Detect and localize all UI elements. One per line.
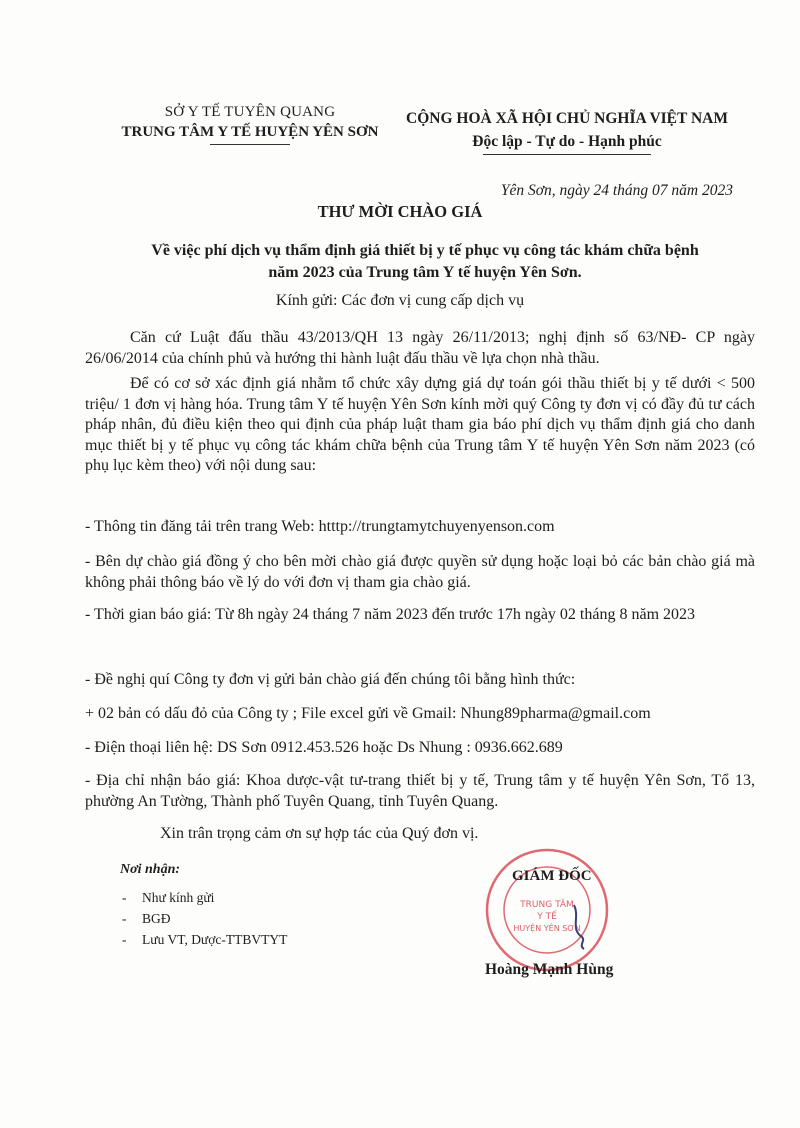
- list-item: - BGĐ: [122, 911, 171, 926]
- subject-line-2: năm 2023 của Trung tâm Y tế huyện Yên Sơn.: [268, 264, 582, 281]
- list-item: - Như kính gửi: [122, 890, 215, 905]
- issuing-authority: [95, 104, 405, 145]
- header-left-rule: [210, 144, 290, 145]
- svg-text:TRUNG TÂM: TRUNG TÂM: [520, 900, 574, 910]
- delivery-address: - Địa chỉ nhận báo giá: Khoa dược-vật tư-trang thiết bị y tế, Trung tâm y tế huyện Yên Sơn, Tổ 13, phường An Tường, Thành phố Tuyên Quang, tỉnh Tuyên Quang.: [85, 772, 755, 810]
- department-name: SỞ Y TẾ TUYÊN QUANG: [164, 104, 336, 120]
- signatory-name: Hoàng Mạnh Hùng: [485, 961, 614, 978]
- organization-name: TRUNG TÂM Y TẾ HUYỆN YÊN SƠN: [121, 124, 379, 140]
- rights-clause: - Bên dự chào giá đồng ý cho bên mời chào giá được quyền sử dụng hoặc loại bỏ các bản chào giá mà không phải thông báo về lý do với đơn vị tham gia chào giá.: [85, 553, 755, 591]
- national-header: [392, 110, 742, 155]
- website-info: - Thông tin đăng tải trên trang Web: htttp://trungtamytchuyenyenson.com: [85, 518, 555, 535]
- recipients-title: Nơi nhận:: [120, 862, 181, 877]
- submission-request: - Đề nghị quí Công ty đơn vị gửi bản chào giá đến chúng tôi bằng hình thức:: [85, 671, 576, 688]
- national-motto: Độc lập - Tự do - Hạnh phúc: [472, 133, 662, 150]
- submission-format: + 02 bản có dấu đỏ của Công ty ; File excel gửi về Gmail: Nhung89pharma@gmail.com: [85, 705, 651, 722]
- greeting: Kính gửi: Các đơn vị cung cấp dịch vụ: [275, 292, 525, 309]
- contact-phones: - Điện thoại liên hệ: DS Sơn 0912.453.526 hoặc Ds Nhung : 0936.662.689: [85, 739, 563, 756]
- invitation-paragraph: Để có cơ sở xác định giá nhằm tổ chức xây dựng giá dự toán gói thầu thiết bị y tế dưới < 500 triệu/ 1 đơn vị hàng hóa. Trung tâm Y tế huyện Yên Sơn kính mời quý Công ty đơn vị có đầy đủ tư cách pháp nhân, đủ điều kiện theo qui định của pháp luật tham gia báo phí dịch vụ thẩm định giá cho danh mục thiết bị y tế phục vụ công tác khám chữa bệnh của Trung tâm Y tế huyện Yên Sơn năm 2023 (có phụ lục kèm theo) với nội dung sau:: [85, 375, 755, 474]
- header-right-rule: [483, 154, 651, 155]
- recipients-list: [122, 887, 287, 950]
- closing-line: Xin trân trọng cảm ơn sự hợp tác của Quý đơn vị.: [160, 825, 479, 842]
- quotation-period: - Thời gian báo giá: Từ 8h ngày 24 tháng 7 năm 2023 đến trước 17h ngày 02 tháng 8 năm 2023: [85, 606, 696, 623]
- document-subject: [95, 240, 755, 284]
- list-item: - Lưu VT, Dược-TTBVTYT: [122, 932, 288, 947]
- dateline: Yên Sơn, ngày 24 tháng 07 năm 2023: [500, 182, 733, 199]
- signatory-title: GIÁM ĐỐC: [512, 868, 592, 884]
- official-stamp: [482, 845, 612, 975]
- svg-text:Y TẾ: Y TẾ: [537, 912, 557, 922]
- document-title: THƯ MỜI CHÀO GIÁ: [317, 202, 483, 221]
- subject-line-1: Về việc phí dịch vụ thẩm định giá thiết bị y tế phục vụ công tác khám chữa bệnh: [151, 242, 699, 259]
- country-name: CỘNG HOÀ XÃ HỘI CHỦ NGHĨA VIỆT NAM: [406, 110, 728, 127]
- svg-text:HUYỆN YÊN SƠN: HUYỆN YÊN SƠN: [513, 924, 581, 933]
- legal-basis-paragraph: Căn cứ Luật đấu thầu 43/2013/QH 13 ngày 26/11/2013; nghị định số 63/NĐ- CP ngày 26/06/2014 của chính phủ và hướng thi hành luật đấu thầu về lựa chọn nhà thầu.: [85, 329, 755, 367]
